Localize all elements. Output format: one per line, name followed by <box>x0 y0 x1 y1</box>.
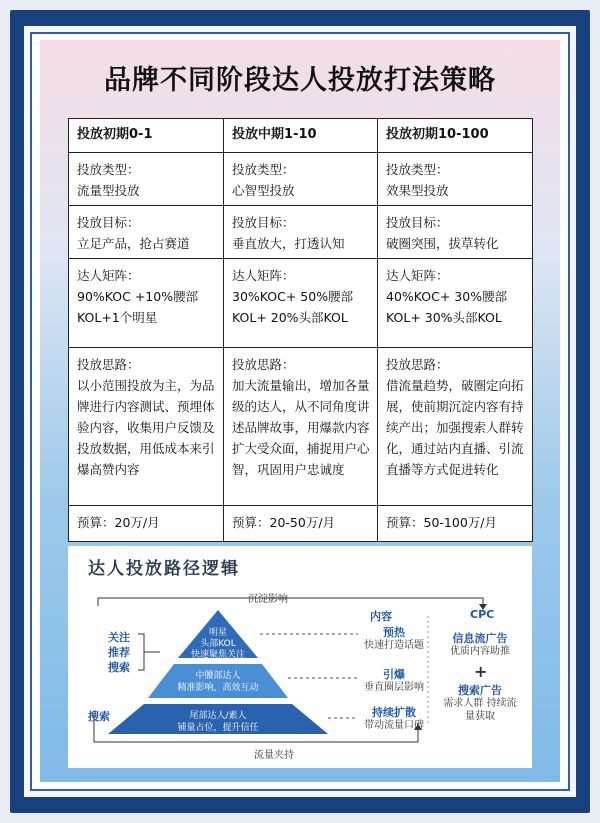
cell-label: 预算： <box>386 515 424 530</box>
cell-value: 20-50万/月 <box>269 515 336 530</box>
cell-label: 投放类型： <box>386 162 449 177</box>
top-bracket-line <box>98 598 483 606</box>
cell-label: 达人矩阵： <box>77 268 140 283</box>
stage-spread <box>364 706 424 732</box>
cell-value: 20万/月 <box>114 515 160 530</box>
cell-budget-1 <box>69 506 224 542</box>
cell-idea-2 <box>224 348 378 506</box>
left-label-search: 搜索 <box>108 661 130 674</box>
left-group-labels <box>108 630 130 675</box>
ad-feed-desc: 优质内容助推 <box>450 646 510 657</box>
cell-matrix-3 <box>378 259 533 348</box>
ad-search-desc: 需求人群 持续流量获取 <box>443 698 517 722</box>
cell-label: 投放目标： <box>386 215 449 230</box>
cell-value: 30%KOC+ 50%腰部KOL+ 20%头部KOL <box>232 289 354 325</box>
cell-matrix-1 <box>69 259 224 348</box>
cell-idea-1 <box>69 348 224 506</box>
pyramid-middle-text <box>168 670 268 694</box>
table-row-budget <box>69 506 533 542</box>
ad-search-name: 搜索广告 <box>458 684 502 697</box>
table-row-type <box>69 153 533 206</box>
diagram-title: 达人投放路径逻辑 <box>88 559 240 579</box>
left-bottom-label: 搜索 <box>88 710 110 723</box>
cell-label: 投放目标： <box>77 215 140 230</box>
pyramid-middle-line-2: 精准影响，高效互动 <box>177 683 259 693</box>
cell-value: 心智型投放 <box>232 183 295 198</box>
pyramid-top-line-1: 明星 <box>208 628 227 638</box>
cell-label: 投放类型： <box>232 162 295 177</box>
bottom-arrow-label: 流量夹持 <box>254 750 294 761</box>
cell-value: 垂直放大，打透认知 <box>232 236 345 251</box>
stage-warmup <box>364 626 424 652</box>
cell-label: 预算： <box>77 515 115 530</box>
cell-label: 预算： <box>232 515 270 530</box>
left-group-bracket <box>138 634 144 670</box>
cell-budget-3 <box>378 506 533 542</box>
ad-feed <box>440 632 520 658</box>
cell-value: 流量型投放 <box>77 183 140 198</box>
cell-label: 达人矩阵： <box>386 268 449 283</box>
pyramid-bottom-line-2: 铺量占位，提升信任 <box>177 723 259 733</box>
table-row-goal <box>69 206 533 259</box>
cell-value: 90%KOC +10%腰部KOL+1个明星 <box>77 289 199 325</box>
cell-label: 投放目标： <box>232 215 295 230</box>
cell-type-1 <box>69 153 224 206</box>
left-label-recommend: 推荐 <box>108 646 130 659</box>
cell-type-2 <box>224 153 378 206</box>
stage-ignite-name: 引爆 <box>383 668 405 681</box>
table-row-matrix <box>69 259 533 348</box>
pyramid-bottom-line-1: 尾部达人/素人 <box>189 711 247 721</box>
cpc-label: CPC <box>470 608 495 621</box>
pyramid-top-line-2: 头部KOL <box>200 639 236 649</box>
cell-idea-3 <box>378 348 533 506</box>
cell-value: 效果型投放 <box>386 183 449 198</box>
stage-warmup-desc: 快速打造话题 <box>364 640 424 651</box>
pyramid-bottom-text <box>158 710 278 734</box>
cell-label: 投放思路： <box>232 357 295 372</box>
stage-spread-name: 持续扩散 <box>372 706 416 719</box>
plus-sign: + <box>474 662 488 681</box>
stage-ignite-desc: 垂直圈层影响 <box>364 682 424 693</box>
stage-warmup-name: 预热 <box>383 626 405 639</box>
cell-goal-1 <box>69 206 224 259</box>
left-label-follow: 关注 <box>108 631 130 644</box>
cell-value: 以小范围投放为主，为品牌进行内容测试、预埋体验内容，收集用户反馈及投放数据，用低成本来引爆高赞内容 <box>77 378 215 477</box>
header-stage-1-10: 投放中期1-10 <box>224 119 378 153</box>
cell-type-3 <box>378 153 533 206</box>
table-row-idea <box>69 348 533 506</box>
stage-spread-desc: 带动流量口碑 <box>364 720 424 731</box>
cell-value: 加大流量输出，增加各量级的达人，从不同角度讲述品牌故事，用爆款内容扩大受众面，捕捉用户心智，巩固用户忠诚度 <box>232 378 370 477</box>
table-header-row <box>69 119 533 153</box>
cell-matrix-2 <box>224 259 378 348</box>
cell-label: 投放思路： <box>77 357 140 372</box>
cell-goal-3 <box>378 206 533 259</box>
strategy-table <box>68 118 533 542</box>
pyramid-top-line-3: 快速聚焦关注 <box>190 650 245 660</box>
pyramid-top-text <box>188 628 248 661</box>
path-logic-diagram <box>68 546 532 768</box>
header-stage-10-100: 投放初期10-100 <box>378 119 533 153</box>
cell-goal-2 <box>224 206 378 259</box>
content-header: 内容 <box>370 610 392 623</box>
stage-ignite <box>364 668 424 694</box>
cell-value: 40%KOC+ 30%腰部KOL+ 30%头部KOL <box>386 289 508 325</box>
cell-label: 达人矩阵： <box>232 268 295 283</box>
cell-value: 50-100万/月 <box>423 515 498 530</box>
page-title: 品牌不同阶段达人投放打法策略 <box>104 65 496 96</box>
header-stage-0-1: 投放初期0-1 <box>69 119 224 153</box>
cell-value: 立足产品，抢占赛道 <box>77 236 190 251</box>
ad-feed-name: 信息流广告 <box>452 632 508 645</box>
cell-budget-2 <box>224 506 378 542</box>
cell-label: 投放类型： <box>77 162 140 177</box>
pyramid-middle-line-1: 中腰部达人 <box>195 671 241 681</box>
cell-value: 借流量趋势，破圈定向拓展，使前期沉淀内容有持续产出；加强搜索人群转化，通过站内直播、引流直播等方式促进转化 <box>386 378 524 477</box>
top-arrow-label: 沉淀影响 <box>248 594 288 605</box>
cell-label: 投放思路： <box>386 357 449 372</box>
cell-value: 破圈突围，拔草转化 <box>386 236 499 251</box>
ad-search <box>440 684 520 723</box>
